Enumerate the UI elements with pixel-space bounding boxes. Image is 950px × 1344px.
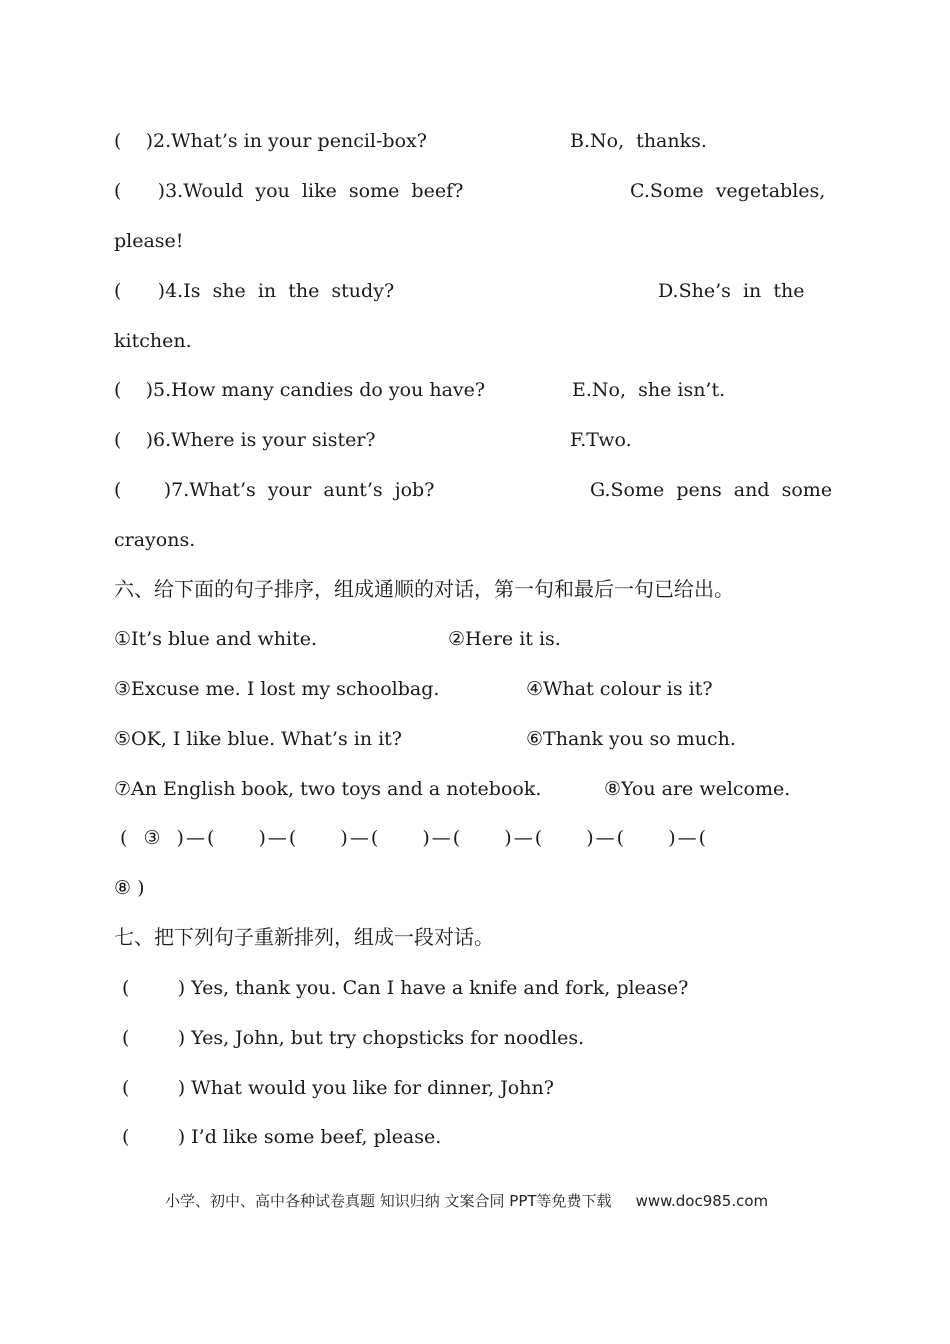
match-row-6 xyxy=(114,428,632,452)
sentence-row xyxy=(114,677,713,701)
dialog-item: ( ) I’d like some beef, please. xyxy=(122,1126,442,1148)
sentence-6: ⑥Thank you so much. xyxy=(526,728,736,750)
question-text: ( )7.What’s your aunt’s job? xyxy=(114,479,435,501)
dialog-item: ( ) What would you like for dinner, John? xyxy=(122,1077,554,1099)
match-row-7 xyxy=(114,478,833,502)
section-6-title: 六、给下面的句子排序，组成通顺的对话，第一句和最后一句已给出。 xyxy=(114,577,734,601)
page-footer xyxy=(165,1190,768,1211)
question-text: crayons. xyxy=(114,529,196,551)
answer-text: B.No, thanks. xyxy=(570,130,707,152)
sentence-7: ⑦An English book, two toys and a notebook. xyxy=(114,778,542,800)
match-row-4 xyxy=(114,279,805,303)
answer-text: F.Two. xyxy=(570,429,632,451)
answer-text: C.Some vegetables, xyxy=(630,180,826,202)
question-text: kitchen. xyxy=(114,330,192,352)
dialog-item: ( ) Yes, John, but try chopsticks for noodles. xyxy=(122,1027,585,1049)
match-row-3-cont xyxy=(114,229,183,253)
question-text: ( )6.Where is your sister? xyxy=(114,429,376,451)
match-row-2 xyxy=(114,129,707,153)
question-text: please! xyxy=(114,230,184,252)
answer-text: D.She’s in the xyxy=(658,280,805,302)
match-row-7-cont xyxy=(114,528,195,552)
sentence-row xyxy=(114,727,736,751)
order-answer-line: ( ③ )—( )—( )—( )—( )—( )—( )—( xyxy=(120,827,709,849)
footer-url[interactable]: www.doc985.com xyxy=(635,1192,769,1210)
sentence-row xyxy=(114,627,561,651)
dialog-item: ( ) Yes, thank you. Can I have a knife and fork, please? xyxy=(122,977,689,999)
question-text: ( )4.Is she in the study? xyxy=(114,280,395,302)
sentence-1: ①It’s blue and white. xyxy=(114,628,318,650)
sentence-4: ④What colour is it? xyxy=(526,678,713,700)
sentence-row xyxy=(114,777,791,801)
sentence-8: ⑧You are welcome. xyxy=(604,778,791,800)
match-row-3 xyxy=(114,179,826,203)
answer-text: G.Some pens and some xyxy=(590,479,833,501)
sentence-3: ③Excuse me. I lost my schoolbag. xyxy=(114,678,440,700)
match-row-4-cont xyxy=(114,329,192,353)
answer-text: E.No, she isn’t. xyxy=(572,379,726,401)
question-text: ( )5.How many candies do you have? xyxy=(114,379,486,401)
question-text: ( )2.What’s in your pencil-box? xyxy=(114,130,427,152)
order-answer-end: ⑧ ) xyxy=(114,877,145,899)
section-7-title: 七、把下列句子重新排列，组成一段对话。 xyxy=(114,925,494,949)
question-text: ( )3.Would you like some beef? xyxy=(114,180,464,202)
sentence-2: ②Here it is. xyxy=(448,628,561,650)
match-row-5 xyxy=(114,378,726,402)
footer-text: 小学、初中、高中各种试卷真题 知识归纳 文案合同 PPT等免费下载 xyxy=(165,1192,612,1210)
sentence-5: ⑤OK, I like blue. What’s in it? xyxy=(114,728,402,750)
